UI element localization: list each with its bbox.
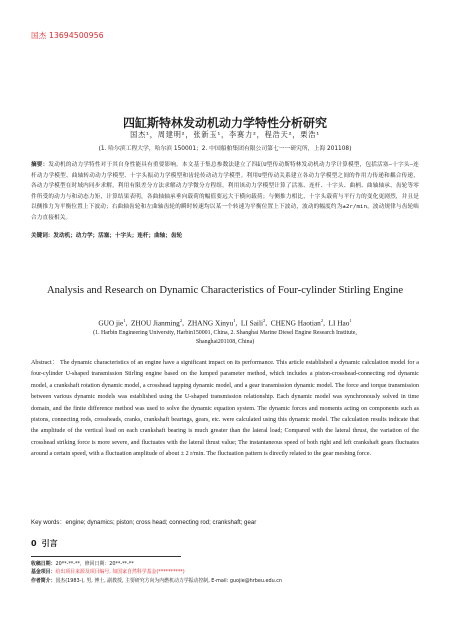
- author-affil-mark: 2: [320, 318, 324, 323]
- english-affiliation-line: (1. Harbin Engineering University, Harbin150001, China, 2. Shanghai Marine Diesel Engine Research Institute,: [93, 330, 357, 336]
- footnote-received: [31, 560, 431, 568]
- author-affil-mark: 1: [349, 318, 352, 323]
- english-title: Analysis and Research on Dynamic Characteristics of Four-cylinder Stirling Engine: [46, 285, 404, 296]
- chinese-keywords-label: 关键词：: [31, 233, 54, 239]
- english-affiliation: [40, 329, 410, 347]
- author-name: CHENG Haotian: [270, 318, 321, 328]
- author-name: ZHANG Xinyu: [187, 318, 234, 328]
- section-title: 引言: [41, 539, 58, 548]
- chinese-abstract: [31, 160, 419, 224]
- chinese-affiliation: (1. 哈尔滨工程大学，哈尔滨 150001；2. 中国船舶集团有限公司第七一一研究所，上海 201108): [98, 146, 352, 152]
- author-name: LI Saili: [240, 318, 264, 328]
- english-abstract-label: Abstract：: [31, 360, 59, 366]
- chinese-authors: 国杰¹，周建明²，张新玉¹，李赛力²，程浩天²，栗浩¹: [130, 130, 320, 139]
- footnote-received-label: 收稿日期：: [31, 561, 56, 567]
- english-keywords-label: Key words: [31, 519, 60, 526]
- english-keywords: [31, 517, 419, 526]
- english-abstract-text: The dynamic characteristics of an engine have a significant impact on its performance. This article established a dynamic calculation model for a four-cylinder U-shaped transmission Stirling engine based on the lumped parameter method, which includes a piston-crosshead-connecting rod dynamic model, a crankshaft rotation dynamic model, a crosshead tapping dynamic model, and a gear transmission dynamic model. The force and torque transmission between various dynamic models was established using the U-shaped transmission relationship. Each dynamic model was synchronously solved in time domain, and the finite difference method was used to solve the dynamic equation system. The dynamic forces and moments acting on components such as pistons, connecting rods, crossheads, cranks, crankshaft bearings, gears, etc. were calculated using this dynamic model. The calculation results indicate that the amplitude of the vertical load on each crankshaft bearing is much greater than the lateral load; Compared with the lateral thrust, the variation of the crosshead striking force is more severe, and fluctuates with the lateral thrust value; The instantaneous speed of both right and left crankshaft gears fluctuates around a certain speed, with a fluctuation amplitude of about ± 2 r/min. The fluctuation pattern is directly related to the gear meshing force.: [31, 360, 419, 458]
- chinese-keywords: [31, 231, 419, 239]
- author-affil-mark: 1: [233, 318, 236, 323]
- footnote-author-label: 作者简介：: [31, 577, 56, 584]
- author-name: GUO jie: [98, 318, 124, 328]
- english-abstract: [31, 358, 419, 461]
- footnote-author-text: 国杰(1983-), 男, 博士, 副教授, 主要研究方向为内燃机动力学振动控制, E-mail: guojie@hrbeu.edu.cn: [55, 577, 283, 584]
- author-affil-mark: 1: [123, 318, 126, 323]
- footnotes: [31, 560, 431, 585]
- footnote-fund-text: 给出项目来源及项目编号, 如国家自然科学基金(**********): [55, 569, 185, 576]
- footnote-author: [31, 577, 431, 585]
- chinese-keywords-text: 发动机；动力学；活塞；十字头；连杆；曲轴；齿轮: [53, 233, 183, 239]
- footnote-divider: [31, 556, 181, 557]
- english-authors: GUO jie$^1$, ZHOU Jianming$^2$, ZHANG Xinyu$^1$, LI Saili$^2$, CHENG Haotian$^2$, LI Hao$^1$: [98, 318, 352, 328]
- footnote-fund: [31, 568, 431, 576]
- contact-line: 国杰 13694500956: [31, 31, 104, 40]
- author-affil-mark: 2: [179, 318, 183, 323]
- footnote-fund-label: 基金项目：: [31, 569, 56, 576]
- author-name: LI Hao: [328, 318, 350, 328]
- author-affil-mark: 2: [263, 318, 266, 323]
- chinese-abstract-label: 摘要：: [31, 162, 49, 168]
- english-keywords-text: ：engine; dynamics; piston; cross head; connecting rod; crankshaft; gear: [59, 519, 257, 526]
- english-affiliation-line: Shanghai201108, China): [195, 339, 255, 345]
- author-name: ZHOU Jianming: [130, 318, 180, 328]
- footnote-received-text: 20**-**-**，修回日期：20**-**-**: [55, 561, 134, 567]
- chinese-abstract-text: 发动机的动力学特性对于其自身性能具有重要影响。本文基于集总参数法建立了四缸U型传动斯特林发动机动力学计算模型，包括活塞—十字头—连杆动力学模型、曲轴转动动力学模型、十字头振动力学模型和齿轮传动动力学模型。利用U型传动关系建立各动力学模型之间的作用力传递和耦合传递，各动力学模型在时域内同步求解，利用有限差分方法求解动力学微分方程组。利用该动力学模型计算了活塞、连杆、十字头、曲柄、曲轴轴承、齿轮等零件所受的动力与和动态力矩，计算结果表明，各曲轴轴承垂向载荷的幅值要远大于横向载荷；与侧推力相比，十字头载荷与平行力的变化更剧烈，并且是以侧推力为平衡位置上下波动；右曲轴齿轮和左曲轴齿轮的瞬时转速均以某一个转速为平衡位置上下波动，波动的幅度约为±2r/min，波动规律与齿轮啮合力直接相关。: [31, 162, 419, 221]
- chinese-title: 四缸斯特林发动机动力学特性分析研究: [122, 116, 327, 130]
- section-heading: [31, 538, 58, 549]
- section-number: 0: [31, 539, 37, 548]
